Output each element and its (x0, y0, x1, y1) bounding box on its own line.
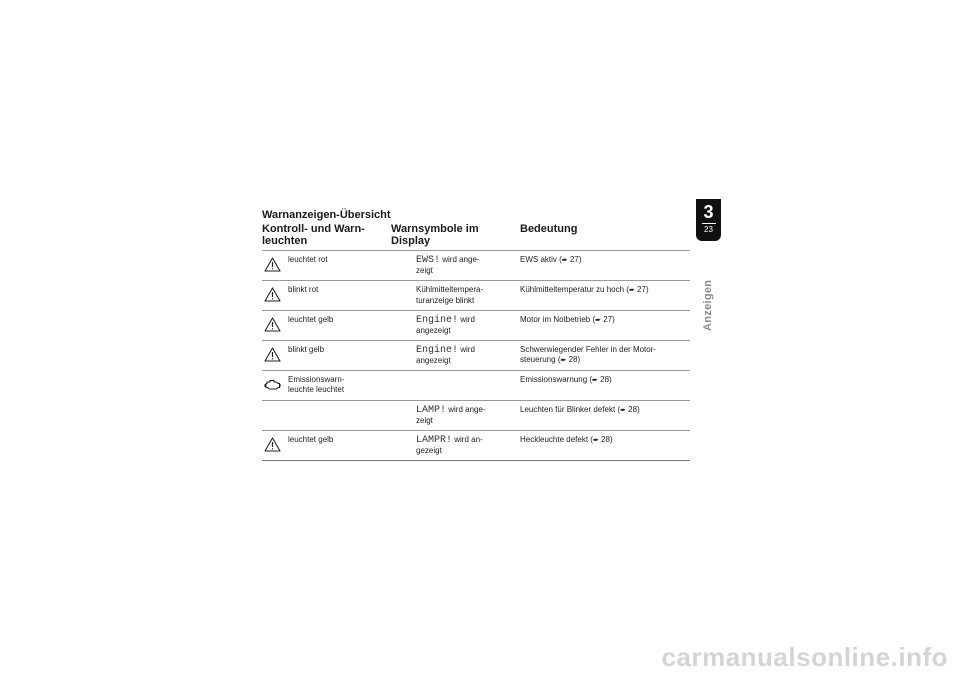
table-row (262, 370, 690, 400)
light-state (288, 315, 378, 325)
meaning-line1: Kühlmitteltemperatur zu hoch (520, 285, 625, 294)
arrow-icon: ➨ (592, 437, 599, 444)
light-state-line1: Emissionswarn- (288, 375, 345, 384)
display-symbol (416, 405, 508, 426)
warning-triangle-icon (264, 317, 281, 332)
column-header-meaning: Bedeutung (520, 223, 578, 235)
table-row (262, 400, 690, 430)
display-text-line1: Kühlmitteltempera- (416, 285, 484, 294)
arrow-icon: ➨ (561, 257, 568, 264)
display-text-line1: wird (458, 315, 475, 324)
display-symbol (416, 315, 508, 336)
chapter-number: 3 (703, 202, 714, 222)
warning-table (262, 250, 690, 461)
chapter-tab-label: Anzeigen (702, 279, 714, 331)
column-header-display (391, 223, 501, 247)
display-text-line2: zeigt (416, 266, 433, 275)
warning-triangle-icon (264, 287, 281, 302)
column-header-display-line1: Warnsymbole im (391, 223, 479, 235)
chapter-badge (696, 199, 721, 241)
light-state-line1: blinkt gelb (288, 345, 325, 354)
meaning: Leuchten für Blinker defekt (➨ 28) (520, 405, 640, 414)
light-state (288, 405, 378, 415)
display-code: LAMPR! (416, 435, 453, 446)
light-state-line1: leuchtet gelb (288, 315, 334, 324)
light-state-line1: leuchtet rot (288, 255, 328, 264)
meaning: Heckleuchte defekt (➨ 28) (520, 435, 613, 444)
page-reference: 27 (637, 285, 646, 294)
column-header-display-line2: Display (391, 235, 431, 247)
warning-triangle-icon (264, 347, 281, 362)
arrow-icon: ➨ (620, 407, 626, 414)
meaning-line1: Leuchten für Blinker defekt (520, 405, 616, 414)
column-header-lights-line1: Kontroll- und Warn- (262, 223, 365, 235)
display-text-line1: wird an- (452, 435, 483, 444)
display-text-line2: angezeigt (416, 356, 451, 365)
page-reference: 27 (603, 315, 613, 324)
display-text-line2: angezeigt (416, 326, 451, 335)
display-text-line2: zeigt (416, 416, 433, 425)
page-reference: 28 (601, 435, 610, 444)
display-symbol (416, 375, 508, 386)
meaning-line1: Heckleuchte defekt (520, 435, 589, 444)
arrow-icon: ➨ (628, 287, 635, 294)
light-state (288, 345, 378, 355)
display-symbol (416, 255, 508, 276)
meaning: Motor im Notbetrieb (➨ 27) (520, 315, 615, 324)
meaning: Emissionswarnung (➨ 28) (520, 375, 612, 384)
display-text-line1: wird (458, 345, 475, 354)
meaning-line1: EWS aktiv (520, 255, 557, 264)
table-row (262, 280, 690, 310)
page-reference: 28 (628, 405, 638, 414)
display-code: EWS! (416, 255, 441, 266)
display-text-line2: turanzeige blinkt (416, 296, 475, 305)
warning-triangle-icon (264, 257, 281, 272)
light-state (288, 285, 378, 295)
light-state-line1: leuchtet gelb (288, 435, 334, 444)
meaning: Kühlmitteltemperatur zu hoch (➨ 27) (520, 285, 649, 294)
light-state (288, 375, 378, 395)
display-symbol (416, 345, 508, 366)
display-code: LAMP! (416, 405, 447, 416)
column-header-lights-line2: leuchten (262, 235, 308, 247)
watermark: carmanualsonline.info (661, 642, 948, 672)
light-state (288, 435, 378, 445)
column-header-lights (262, 223, 382, 247)
table-row (262, 250, 690, 280)
display-code: Engine! (416, 345, 459, 356)
page-reference: 27 (569, 255, 579, 264)
warning-triangle-icon (264, 437, 281, 452)
section-title: Warnanzeigen-Übersicht (262, 209, 391, 221)
light-state-line2: leuchte leuchtet (288, 385, 345, 394)
light-state-line1: blinkt rot (288, 285, 319, 294)
table-row (262, 340, 690, 370)
table-row (262, 430, 690, 461)
display-symbol (416, 285, 508, 306)
meaning: EWS aktiv (➨ 27) (520, 255, 582, 264)
meaning-line1: Emissionswarnung (520, 375, 588, 384)
display-text-line2: gezeigt (416, 446, 442, 455)
meaning: Schwerwiegender Fehler in der Motor- steuerung (➨ 28) (520, 345, 657, 364)
page-reference: 28 (568, 355, 578, 364)
display-text-line1: wird ange- (440, 255, 480, 264)
page-reference: 28 (600, 375, 610, 384)
engine-emission-icon (264, 377, 281, 392)
arrow-icon: ➨ (560, 357, 567, 364)
meaning-line2: steuerung (520, 355, 556, 364)
meaning-line1: Schwerwiegender Fehler in der Motor- (520, 345, 657, 354)
arrow-icon: ➨ (595, 317, 602, 324)
meaning-line1: Motor im Notbetrieb (520, 315, 591, 324)
display-text-line1: wird ange- (446, 405, 486, 414)
page-number: 23 (704, 225, 713, 234)
display-code: Engine! (416, 315, 459, 326)
arrow-icon: ➨ (592, 377, 598, 384)
display-symbol (416, 435, 508, 456)
table-row (262, 310, 690, 340)
light-state (288, 255, 378, 265)
